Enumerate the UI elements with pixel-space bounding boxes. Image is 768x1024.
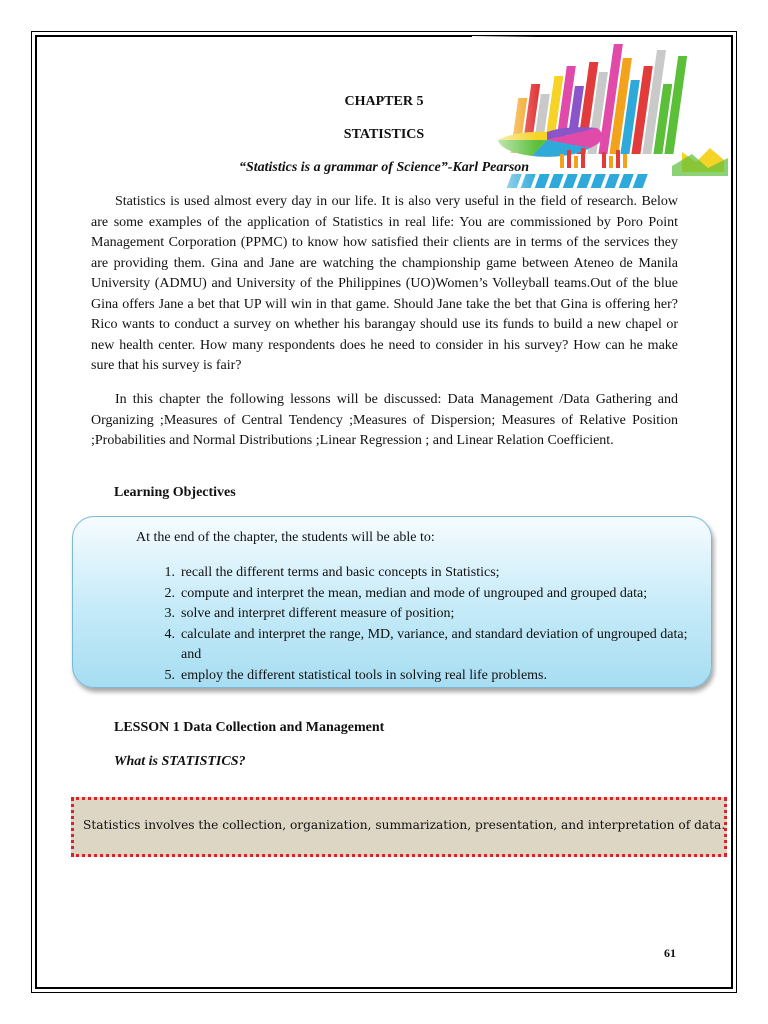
objective-text: solve and interpret different measure of position;	[181, 606, 455, 621]
chapter-number: CHAPTER 5	[344, 94, 424, 109]
objective-text: recall the different terms and basic concepts in Statistics;	[181, 565, 500, 580]
objective-item	[164, 666, 701, 687]
chapter-quote: “Statistics is a grammar of Science”-Karl Pearson	[238, 160, 530, 175]
learning-objectives-box	[72, 516, 712, 688]
definition-text: Statistics involves the collection, organization, summarization, presentation, and interpretation of data.	[83, 818, 726, 832]
objectives-intro: At the end of the chapter, the students will be able to:	[136, 530, 435, 545]
objective-item	[164, 563, 701, 584]
chapter-title: STATISTICS	[343, 127, 425, 142]
learning-objectives-heading: Learning Objectives	[114, 485, 236, 500]
page-number: 61	[664, 946, 676, 960]
objective-number: 1.	[164, 565, 175, 580]
objective-text: employ the different statistical tools in solving real life problems.	[181, 667, 547, 683]
objective-text: calculate and interpret the range, MD, variance, and standard deviation of ungrouped data; and	[181, 626, 688, 662]
objective-item	[164, 604, 701, 625]
objective-number: 5.	[164, 667, 175, 683]
objective-item	[164, 625, 701, 666]
definition-box	[71, 797, 727, 857]
objective-number: 3.	[164, 606, 175, 621]
objective-item	[164, 584, 701, 605]
intro-paragraph: Statistics is used almost every day in our life. It is also very useful in the field of research. Below are some examples of the application of Statistics in real life: You are commissioned by Poro Point Management Corporation (PPMC) to know how satisfied their clients are in terms of the services they are providing them. Gina and Jane are watching the championship game between Ateneo de Manila University (ADMU) and University of the Philippines (UO)Women’s Volleyball teams.Out of the blue Gina offers Jane a bet that UP will win in that game. Should Jane take the bet that Gina is offering her? Rico wants to conduct a survey on whether his barangay should use its funds to build a new chapel or new health center. How many respondents does he need to consider in his survey? How can he make sure that his survey is fair?	[91, 194, 678, 373]
lesson-question: What is STATISTICS?	[114, 754, 246, 769]
objective-number: 2.	[164, 585, 175, 601]
lesson-heading: LESSON 1 Data Collection and Management	[114, 720, 385, 735]
objective-text: compute and interpret the mean, median and mode of ungrouped and grouped data;	[181, 585, 648, 601]
objective-number: 4.	[164, 626, 175, 642]
objectives-list	[164, 563, 701, 686]
lessons-paragraph: In this chapter the following lessons will be discussed: Data Management /Data Gathering and Organizing ;Measures of Central Tendency ;Measures of Dispersion; Measures of Relative Position ;Probabilities and Normal Distributions ;Linear Regression ; and Linear Relation Coefficient.	[91, 392, 678, 448]
